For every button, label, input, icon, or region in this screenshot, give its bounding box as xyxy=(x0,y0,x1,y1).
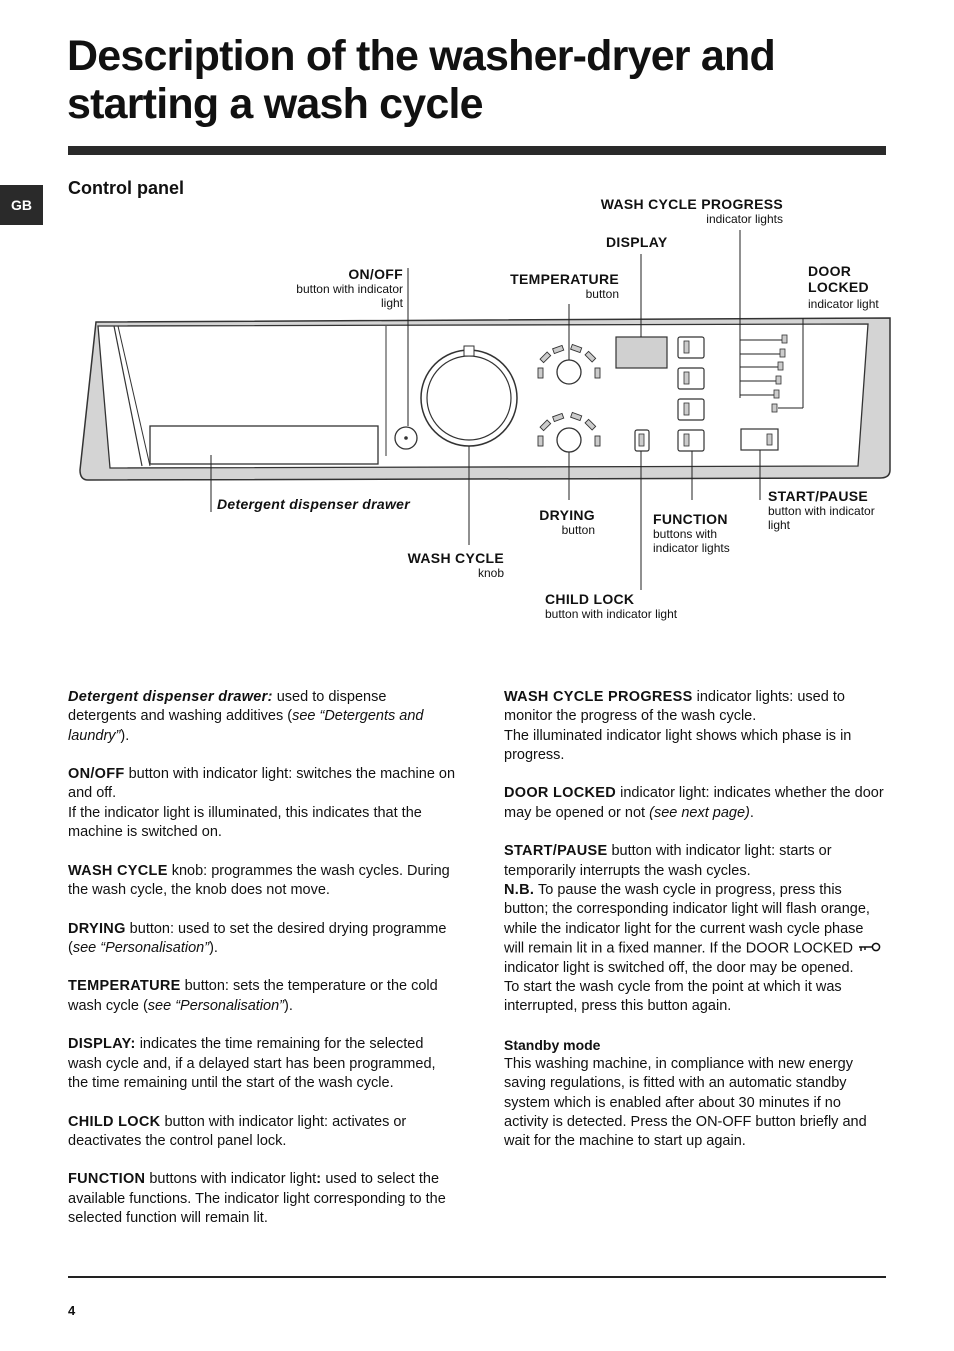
para-drying: DRYING button: used to set the desired drying programme (see “Personalisation”). xyxy=(68,920,447,956)
para-door-locked: DOOR LOCKED indicator light: indicates whether the door may be opened or not (see next page). xyxy=(504,785,884,821)
function-button-4 xyxy=(678,430,704,451)
para-start-pause: START/PAUSE button with indicator light: starts or temporarily interrupts the wash cycles. N.B. To pause the wash cycle in progress, press this button; the corresponding indicator light will flash orange, while the indicator light for the current wash cycle phase will remain lit in a fixed manner. If the DOOR LOCKED indicator light is switched off, the door may be opened. To start the wash cycle from the point at which it was interrupted, press this button again. xyxy=(504,842,887,1016)
label-door-locked: DOOR LOCKED indicator light xyxy=(808,263,879,311)
start-pause-button xyxy=(741,429,778,450)
drying-button xyxy=(557,428,581,452)
para-display: DISPLAY: indicates the time remaining for the selected wash cycle and, if a delayed start has been programmed, the time remaining until the start of the wash cycle. xyxy=(68,1036,436,1091)
para-wash-cycle: WASH CYCLE knob: programmes the wash cycles. During the wash cycle, the knob does not move. xyxy=(68,862,450,898)
label-detergent: Detergent dispenser drawer xyxy=(217,496,410,512)
label-display: DISPLAY xyxy=(606,234,668,250)
section-title: Control panel xyxy=(68,178,184,198)
page-title: Description of the washer-dryer and starting a wash cycle xyxy=(67,32,775,128)
label-drying: DRYING button xyxy=(539,507,595,537)
left-column xyxy=(68,688,458,1248)
display-screen xyxy=(616,337,667,368)
para-wash-progress: WASH CYCLE PROGRESS indicator lights: used to monitor the progress of the wash cycle. The illuminated indicator light shows which phase is in progress. xyxy=(504,689,852,763)
label-wash-progress: WASH CYCLE PROGRESS indicator lights xyxy=(600,196,783,226)
para-child-lock: CHILD LOCK button with indicator light: activates or deactivates the control panel lock. xyxy=(68,1113,407,1149)
function-button-3 xyxy=(678,399,704,420)
page-number: 4 xyxy=(68,1303,76,1318)
right-column xyxy=(504,688,887,1171)
footer-rule xyxy=(68,1276,886,1278)
label-child-lock: CHILD LOCK button with indicator light xyxy=(545,591,678,621)
label-wash-cycle: WASH CYCLE knob xyxy=(407,550,504,580)
para-temperature: TEMPERATURE button: sets the temperature or the cold wash cycle (see “Personalisation”). xyxy=(68,978,438,1014)
label-function: FUNCTION buttons with indicator lights xyxy=(653,511,730,555)
language-tab: GB xyxy=(0,185,43,225)
para-detergent: Detergent dispenser drawer: used to dispense detergents and washing additives (see “Detergents and laundry”). xyxy=(68,689,424,744)
para-onoff: ON/OFF button with indicator light: switches the machine on and off. If the indicator light is illuminated, this indicates that the machine is switched on. xyxy=(68,766,456,841)
para-standby: Standby mode This washing machine, in compliance with new energy saving regulations, is fitted with an automatic standby system which is enabled after about 30 minutes if no activity is detected. Press the ON-OFF button briefly and wait for the machine to start up again. xyxy=(504,1036,867,1150)
function-button-2 xyxy=(678,368,704,389)
label-start-pause: START/PAUSE button with indicator light xyxy=(768,488,875,532)
detergent-drawer xyxy=(150,426,378,464)
temperature-button xyxy=(557,360,581,384)
key-icon xyxy=(857,939,881,958)
para-function: FUNCTION buttons with indicator light: used to select the available functions. The indicator light corresponding to the selected function will remain lit. xyxy=(68,1171,446,1227)
label-temperature: TEMPERATURE button xyxy=(510,271,619,301)
function-button-1 xyxy=(678,337,704,358)
label-onoff: ON/OFF button with indicator light xyxy=(296,266,403,310)
